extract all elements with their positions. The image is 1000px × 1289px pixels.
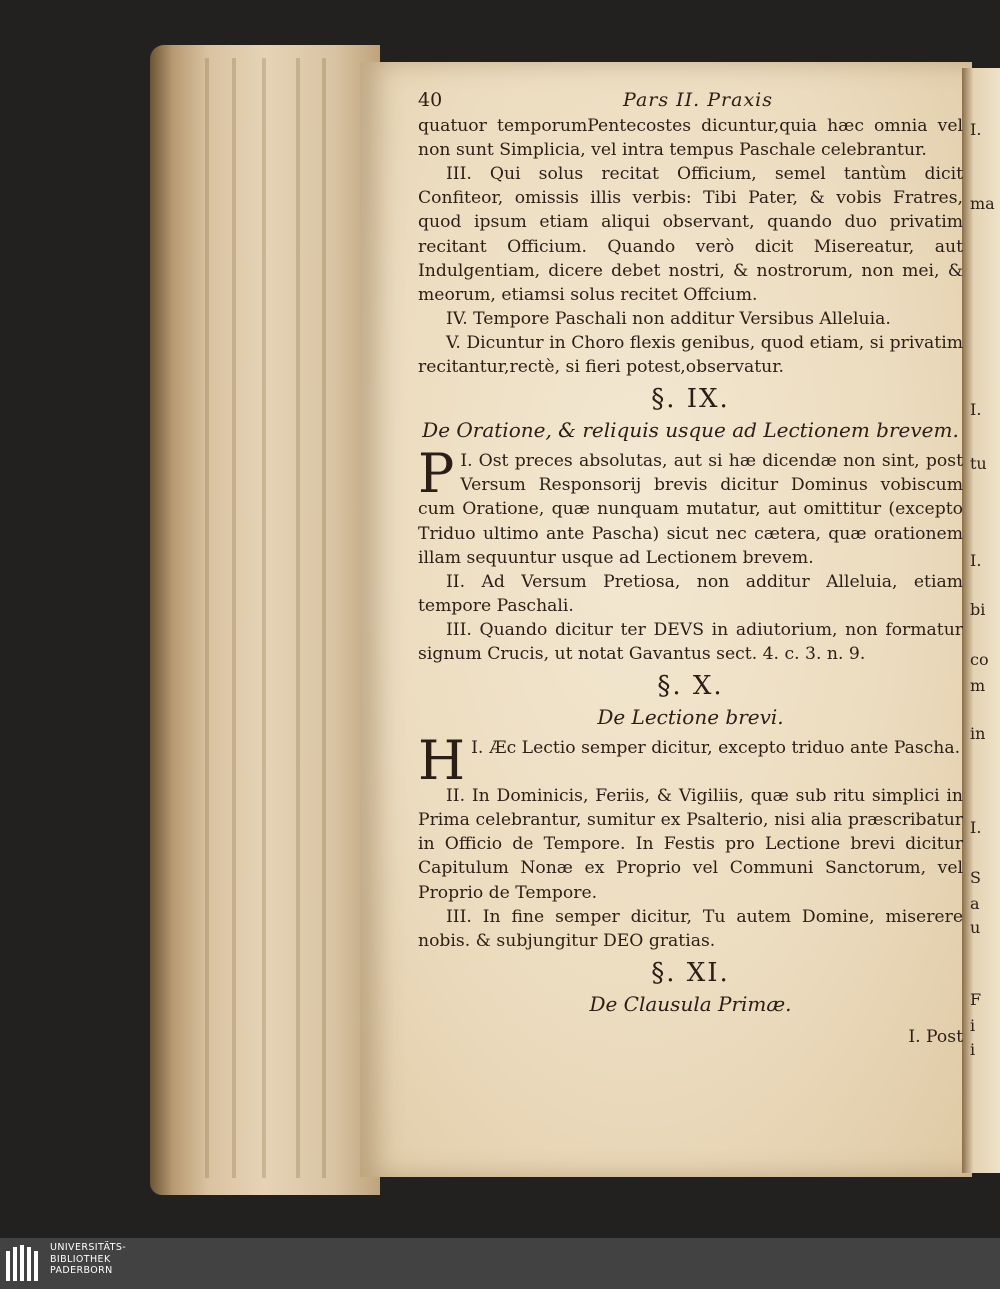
facing-fragment: a [970, 894, 980, 913]
section-subtitle-x: De Lectione brevi. [597, 705, 784, 730]
facing-fragment: bi [970, 600, 986, 619]
drop-capital: H [418, 729, 466, 793]
running-header [418, 88, 963, 112]
paragraph-text: Æc Lectio semper dicitur, excepto triduo ante Pascha. [489, 738, 961, 759]
page-leaf [296, 58, 300, 1178]
page-leaf [322, 58, 326, 1178]
paragraph-v: V. Dicuntur in Choro flexis genibus, quod etiam, si privatim recitantur,rectè, si fieri potest,observatur. [418, 332, 963, 378]
running-title: Pars II. Praxis [623, 89, 773, 111]
section-x-paragraph-iii: III. In fine semper dicitur, Tu autem Domine, miserere nobis. & subjungitur DEO gratias. [418, 906, 963, 951]
facing-page-edge [962, 68, 1000, 1173]
section-heading-x: §. X. [657, 671, 724, 702]
facing-fragment: tu [970, 454, 987, 473]
facing-fragment: I. [970, 400, 982, 419]
section-x-paragraph-ii: II. In Dominicis, Feriis, & Vigiliis, quæ sub ritu simplici in Prima celebrantur, sumitur ex Psalterio, nisi alia præscribatur in Officio de Tempore. In Festis pro Lectione brevi dicitur Capitulum Nonæ ex Proprio vel Communi Sanctorum, vel Proprio de Tempore. [418, 786, 963, 903]
facing-fragment: co [970, 650, 989, 669]
section-ix-paragraph-ii: II. Ad Versum Pretiosa, non additur Alleluia, etiam tempore Paschali. [418, 571, 963, 616]
paragraph-number: I. [471, 738, 484, 759]
paragraph-text: Ost preces absolutas, aut si hæ dicendæ non sint, post Versum Responsorij brevis dicitur Dominus vobiscum cum Oratione, quæ nunquam mutatur, aut omittitur (excepto Triduo ultimo ante Pascha) sicut nec cætera, quæ orationem illam sequuntur usque ad Lectionem brevem. [418, 451, 963, 568]
facing-fragment: ma [970, 194, 995, 213]
paragraph-number: I. [460, 451, 473, 472]
drop-capital: P [418, 442, 455, 506]
page-leaf [232, 58, 236, 1178]
paragraph-iii: III. Qui solus recitat Officium, semel tantùm dicit Confiteor, omissis illis verbis: Tibi Pater, & vobis Fratres, quod ipsum etiam aliqui observant, quando duo privatim recitant Officium. Quando verò dicit Misereatur, aut Indulgentiam, dicere debet nostri, & nostrorum, non mei, & meorum, etiamsi solus recitet Offcium. [418, 164, 963, 305]
section-subtitle-ix: De Oratione, & reliquis usque ad Lectionem brevem. [422, 418, 959, 443]
facing-fragment: I. [970, 551, 982, 570]
library-logo-text [50, 1242, 126, 1277]
section-ix-paragraph-i [418, 442, 963, 569]
logo-line: PADERBORN [50, 1265, 113, 1276]
facing-fragment: I. [970, 120, 982, 139]
page-leaf [205, 58, 209, 1178]
logo-line: BIBLIOTHEK [50, 1253, 111, 1265]
facing-fragment: i [970, 1016, 976, 1035]
section-subtitle-xi: De Clausula Primæ. [589, 991, 792, 1016]
facing-fragment: u [970, 918, 981, 937]
paragraph-iv: IV. Tempore Paschali non additur Versibus Alleluia. [446, 308, 891, 329]
page-text [418, 88, 963, 1049]
section-x-paragraph-i [418, 729, 963, 793]
logo-line: UNIVERSITÄTS- [50, 1242, 127, 1253]
section-heading-ix: §. IX. [651, 384, 730, 415]
page-number: 40 [418, 89, 443, 111]
section-heading-xi: §. XI. [651, 957, 730, 988]
facing-fragment: m [970, 676, 986, 695]
facing-fragment: i [970, 1040, 976, 1059]
section-ix-paragraph-iii: III. Quando dicitur ter DEVS in adiutorium, non formatur signum Crucis, ut notat Gavantus sect. 4. c. 3. n. 9. [418, 619, 963, 664]
catchword: I. Post [908, 1026, 963, 1047]
paragraph-continuation: quatuor temporumPentecostes dicuntur,quia hæc omnia vel non sunt Simplicia, vel intra tempus Paschale celebrantur. [418, 116, 963, 161]
facing-fragment: I. [970, 818, 982, 837]
facing-fragment: F [970, 990, 982, 1009]
facing-fragment: S [970, 868, 981, 887]
facing-fragment: in [970, 724, 986, 743]
page-leaf [262, 58, 266, 1178]
library-logo-icon [6, 1245, 42, 1281]
library-footer [0, 1238, 1000, 1289]
